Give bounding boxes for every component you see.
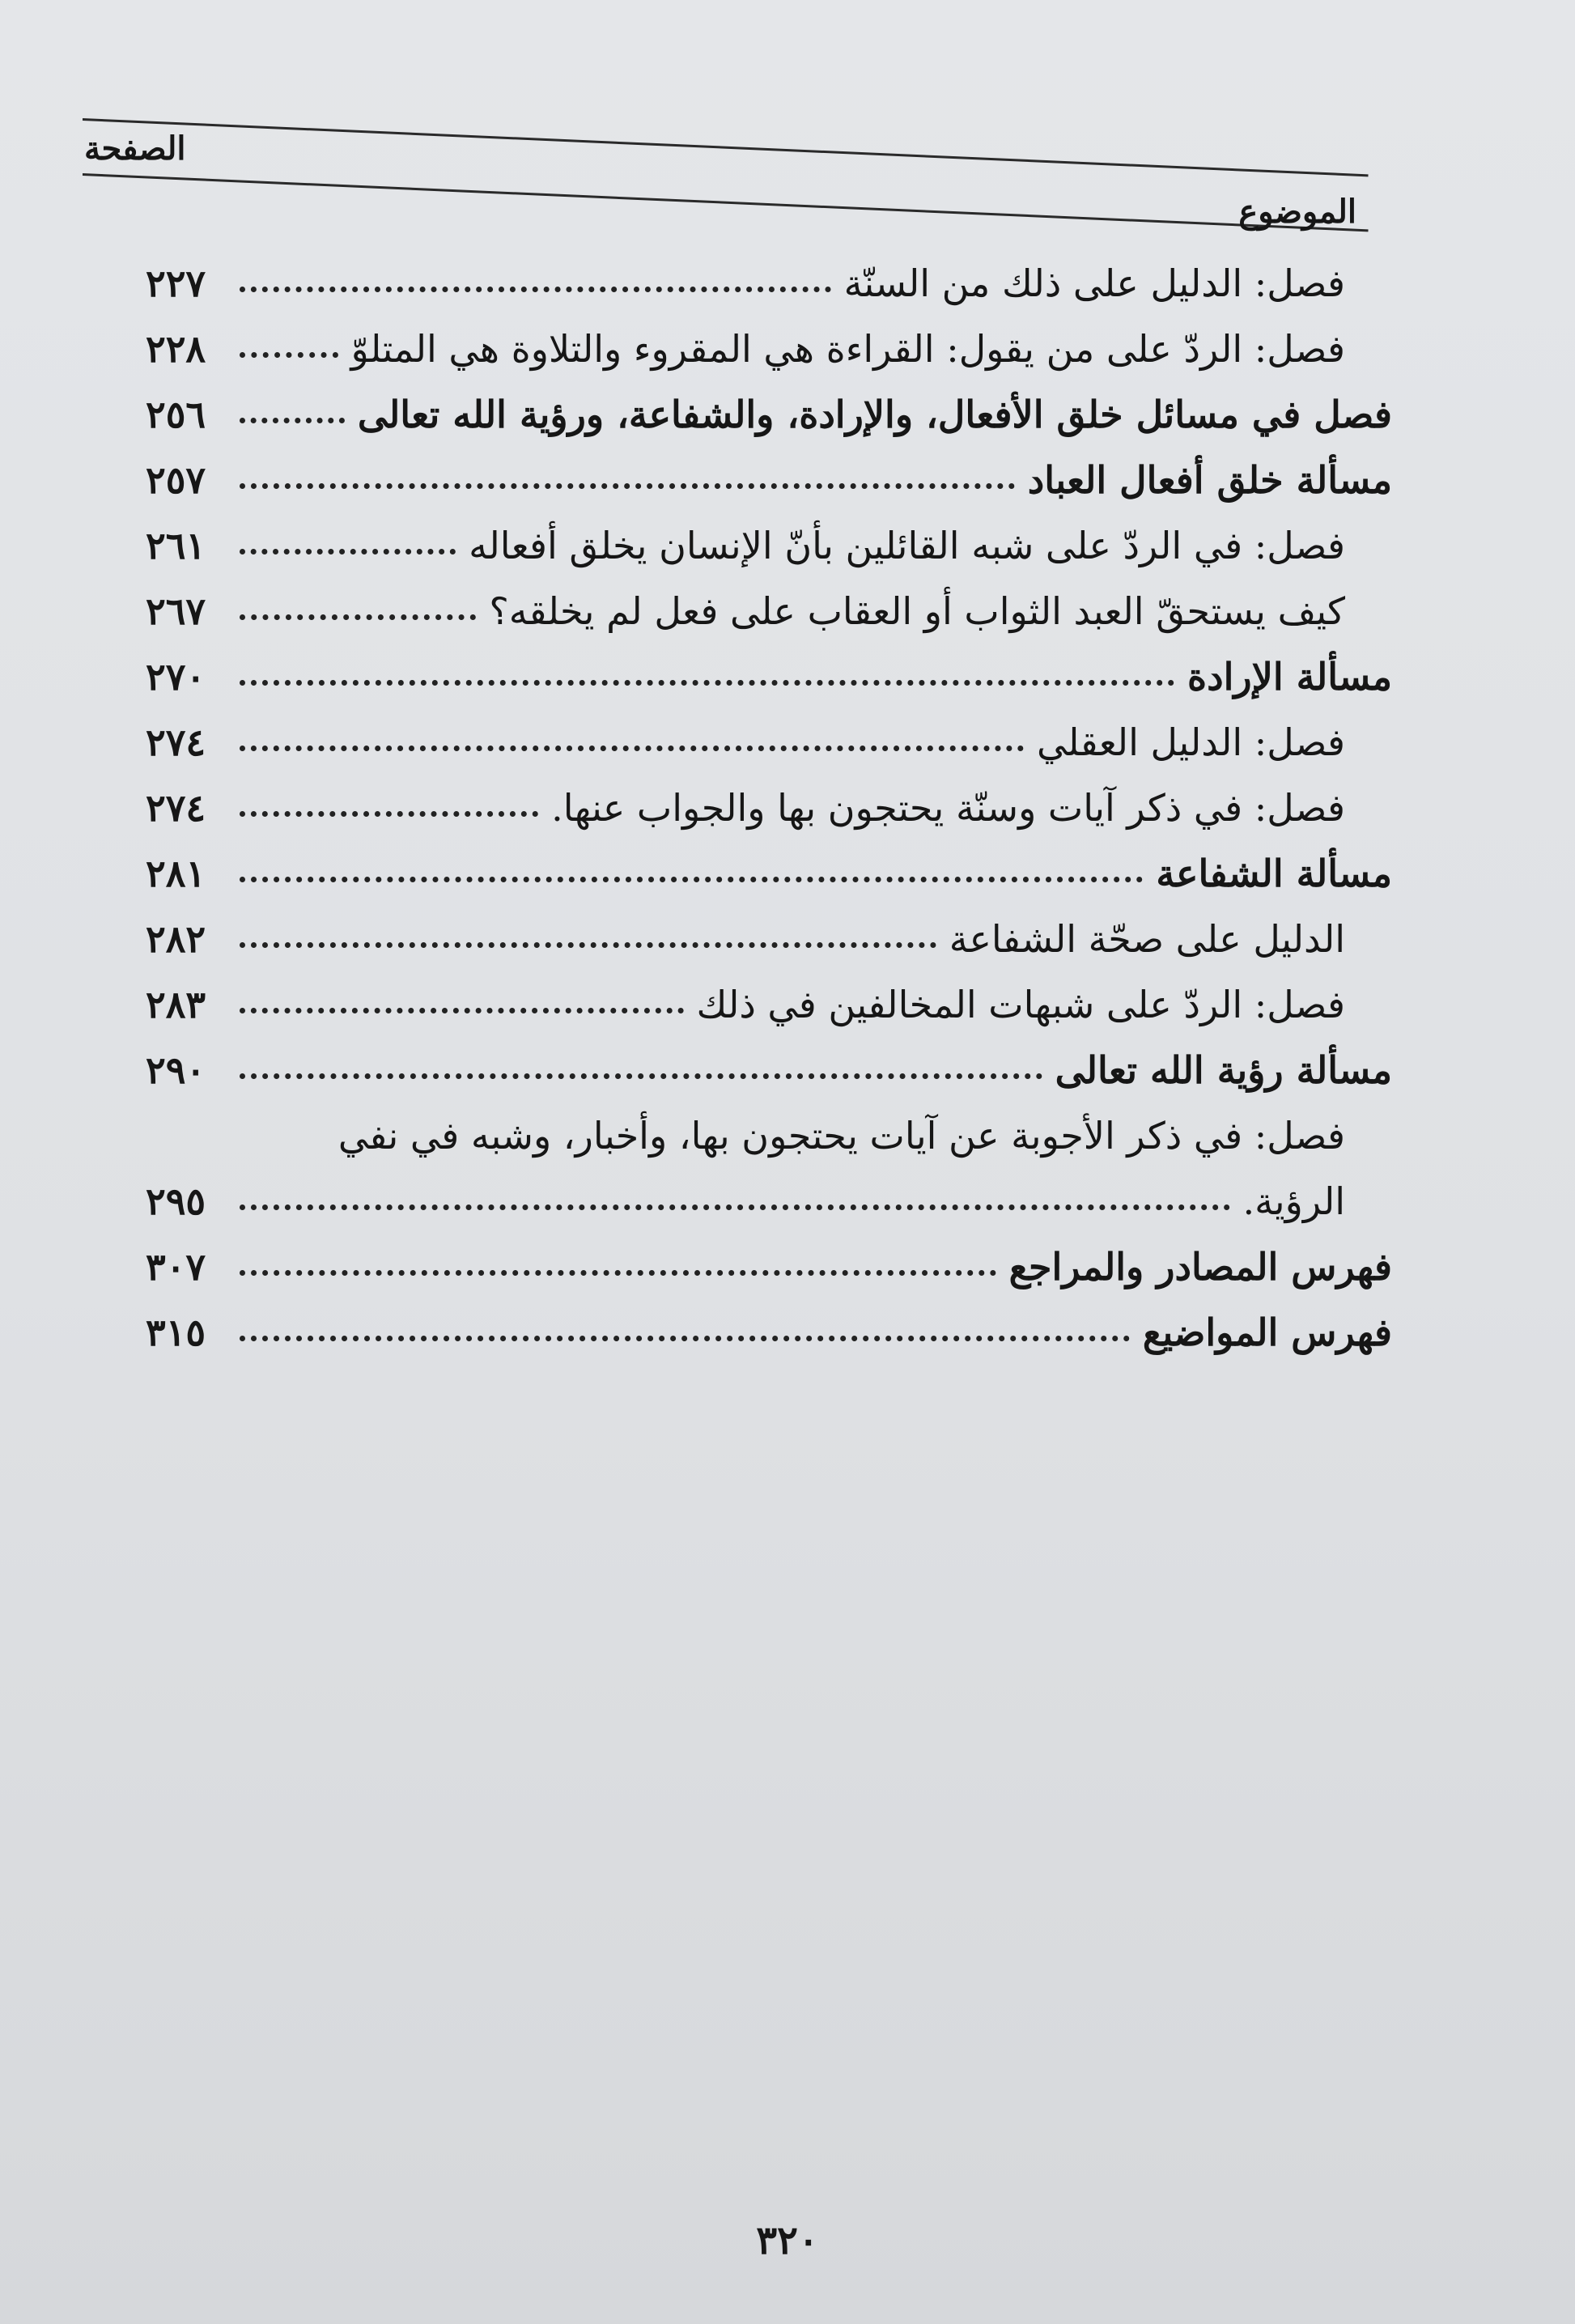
toc-entry <box>146 1026 1392 1092</box>
toc-entry-title: فصل: الردّ على شبهات المخالفين في ذلك <box>696 983 1345 1026</box>
dot-leader <box>240 1270 996 1276</box>
toc-entry-page: ٢٩٥ <box>146 1179 206 1223</box>
toc-entry-line2 <box>146 1158 1392 1223</box>
dot-leader <box>240 352 338 358</box>
toc-entry-page: ٢٨١ <box>146 852 206 895</box>
page-number: ٣٢٠ <box>756 2218 819 2263</box>
header-rule-top <box>83 118 1369 176</box>
toc-entry <box>146 502 1392 567</box>
toc-entry-title: كيف يستحقّ العبد الثواب أو العقاب على فعل لم يخلقه؟ <box>489 589 1345 633</box>
toc-entry-page: ٣٠٧ <box>146 1245 206 1289</box>
dot-leader <box>240 746 1024 751</box>
toc-entry <box>146 830 1392 895</box>
dot-leader <box>240 483 1015 489</box>
toc-entry <box>146 1223 1392 1289</box>
toc-entry-title: الدليل على صحّة الشفاعة <box>949 917 1345 961</box>
toc-entry-page: ٢٧٤ <box>146 786 206 830</box>
dot-leader <box>240 614 476 620</box>
toc-entry-title-line1: فصل: في ذكر الأجوبة عن آيات يحتجون بها، وأخبار، وشبه في نفي <box>338 1114 1345 1158</box>
toc-entry <box>146 961 1392 1026</box>
toc-entry <box>146 633 1392 699</box>
dot-leader <box>240 680 1174 686</box>
dot-leader <box>240 549 456 554</box>
toc-entry-multiline <box>146 1092 1392 1223</box>
toc-entry-page: ٢٥٦ <box>146 393 206 436</box>
toc-entry-title: فصل: الدليل على ذلك من السنّة <box>843 261 1345 305</box>
toc-entry-title: مسألة رؤية الله تعالى <box>1055 1048 1392 1092</box>
toc-entry-title: فصل في مسائل خلق الأفعال، والإرادة، والشفاعة، ورؤية الله تعالى <box>357 393 1392 436</box>
toc-entry-page: ٢٦١ <box>146 524 206 567</box>
page-column-header: الصفحة <box>84 130 186 168</box>
topic-column-header: الموضوع <box>1238 193 1356 231</box>
toc-entry-page: ٣١٥ <box>146 1311 206 1354</box>
table-of-contents <box>146 240 1392 1354</box>
toc-entry-page: ٢٦٧ <box>146 589 206 633</box>
dot-leader <box>240 1336 1130 1341</box>
header-rule-bottom <box>83 173 1369 232</box>
toc-entry-page: ٢٧٤ <box>146 720 206 764</box>
dot-leader <box>240 418 345 423</box>
dot-leader <box>240 1204 1230 1210</box>
dot-leader <box>240 877 1143 882</box>
toc-entry-title: مسألة الشفاعة <box>1156 852 1392 895</box>
toc-entry-title: مسألة الإرادة <box>1187 655 1392 699</box>
toc-entry-page: ٢٨٣ <box>146 983 206 1026</box>
toc-entry-title: فهرس المصادر والمراجع <box>1008 1245 1392 1289</box>
dot-leader <box>240 942 936 948</box>
toc-entry <box>146 699 1392 764</box>
toc-entry-page: ٢٥٧ <box>146 458 206 502</box>
toc-entry <box>146 764 1392 830</box>
toc-entry <box>146 436 1392 502</box>
toc-entry-title: فصل: الدليل العقلي <box>1037 720 1345 764</box>
toc-entry-title: فصل: في ذكر آيات وسنّة يحتجون بها والجواب عنها. <box>551 786 1345 830</box>
toc-entry-page: ٢٨٢ <box>146 917 206 961</box>
toc-entry <box>146 567 1392 633</box>
toc-entry-page: ٢٢٨ <box>146 327 206 371</box>
dot-leader <box>240 1008 684 1013</box>
toc-entry-title: فهرس المواضيع <box>1142 1311 1392 1354</box>
toc-entry <box>146 240 1392 305</box>
toc-entry <box>146 895 1392 961</box>
toc-entry-title: فصل: في الردّ على شبه القائلين بأنّ الإنسان يخلق أفعاله <box>469 524 1345 567</box>
dot-leader <box>240 811 538 817</box>
toc-entry-page: ٢٩٠ <box>146 1048 206 1092</box>
toc-entry-title: فصل: الردّ على من يقول: القراءة هي المقروء والتلاوة هي المتلوّ <box>350 327 1345 371</box>
dot-leader <box>240 287 831 292</box>
toc-entry <box>146 305 1392 371</box>
toc-entry <box>146 1289 1392 1354</box>
toc-entry <box>146 371 1392 436</box>
toc-entry-page: ٢٧٠ <box>146 655 206 699</box>
toc-entry-title: مسألة خلق أفعال العباد <box>1027 458 1392 502</box>
toc-entry-title-line2: الرؤية. <box>1242 1179 1345 1223</box>
dot-leader <box>240 1073 1042 1079</box>
toc-entry-page: ٢٢٧ <box>146 261 206 305</box>
